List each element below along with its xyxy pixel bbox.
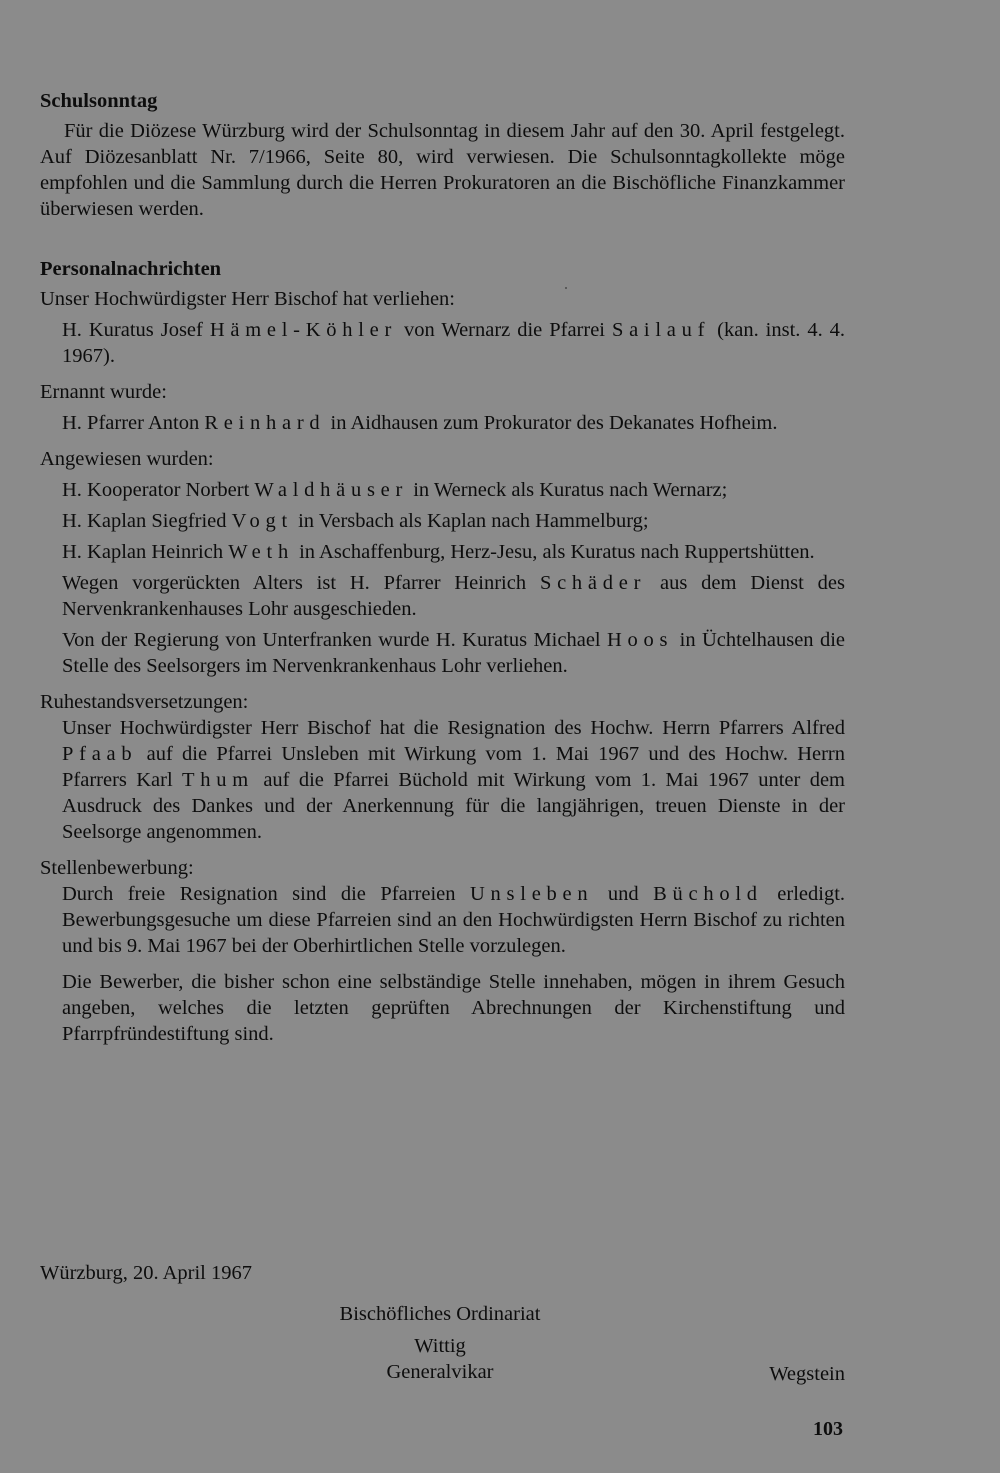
signer-name: Wittig (414, 1335, 466, 1357)
entry-text: in Werneck als Kuratus nach Wernarz; (413, 479, 728, 501)
person-name: Thum (182, 769, 254, 791)
entry-text: H. Kaplan Heinrich (62, 541, 224, 563)
parish-name: Büchold (653, 883, 763, 905)
person-name: Hämel-Köhler (209, 319, 398, 341)
section-heading-personalnachrichten: Personalnachrichten (40, 258, 222, 280)
person-name: Hoos (607, 629, 674, 651)
schulsonntag-paragraph: Für die Diözese Würzburg wird der Schulsonntag in diesem Jahr auf den 30. April festgelegt. Auf Diözesanblatt Nr. 7/1966, Seite 80, wird verwiesen. Die Schulsonntagkollekte möge empfohlen und die Sammlung durch die Herren Prokuratoren an die Bischöfliche Finanzkammer überwiesen werden. (40, 120, 845, 220)
entry-text: Wegen vorgerückten Alters ist H. Pfarrer Heinrich (62, 572, 527, 594)
entry-text: Unser Hochwürdigster Herr Bischof hat die Resignation des Hochw. Herrn Pfarrers Alfred (62, 717, 845, 739)
entry-text: H. Kooperator Norbert (62, 479, 250, 501)
angewiesen-entry (40, 539, 845, 565)
person-name: Vogt (231, 510, 293, 532)
ruhestand-label: Ruhestandsversetzungen: (40, 691, 249, 713)
ernannt-label: Ernannt wurde: (40, 381, 167, 403)
entry-text: (kan. inst. 4. 4. 1967). (62, 319, 846, 367)
alters-entry (40, 570, 845, 622)
entry-text: und (607, 883, 639, 905)
person-name: Weth (228, 541, 294, 563)
entry-text: von Wernarz die Pfarrei (404, 319, 605, 341)
date-line: Würzburg, 20. April 1967 (40, 1262, 252, 1284)
person-name: Waldhäuser (254, 479, 409, 501)
page-number: 103 (813, 1418, 843, 1440)
entry-text: Durch freie Resignation sind die Pfarreien (62, 883, 456, 905)
person-name: Reinhard (204, 412, 326, 434)
angewiesen-entry (40, 508, 845, 534)
person-name: Schäder (539, 572, 647, 594)
parish-name: Sailauf (611, 319, 711, 341)
entry-text: erledigt. Bewerbungsgesuche um diese Pfarreien sind an den Hochwürdigsten Herrn Bischof zu richten und bis 9. Mai 1967 bei der Oberhirtlichen Stelle vorzulegen. (62, 883, 846, 957)
entry-text: in Üchtelhausen die Stelle des Seelsorgers im Nervenkrankenhaus Lohr verliehen. (62, 629, 845, 677)
entry-text: in Aidhausen zum Prokurator des Dekanates Hofheim. (330, 412, 778, 434)
entry-text: in Versbach als Kaplan nach Hammelburg; (298, 510, 649, 532)
person-name: Pfaab (62, 743, 138, 765)
scan-speck (565, 287, 567, 289)
bewerbung-entry (40, 881, 845, 959)
verliehen-label: Unser Hochwürdigster Herr Bischof hat verliehen: (40, 288, 455, 310)
angewiesen-entry (40, 477, 845, 503)
bewerbung-label: Stellenbewerbung: (40, 857, 194, 879)
entry-text: aus dem Dienst des Nervenkrankenhauses Lohr ausgeschieden. (62, 572, 845, 620)
entry-text: in Aschaffenburg, Herz-Jesu, als Kuratus nach Ruppertshütten. (299, 541, 815, 563)
entry-text: auf die Pfarrei Unsleben mit Wirkung vom 1. Mai 1967 und des Hochw. Herrn Pfarrers Karl (62, 743, 845, 791)
signer-title: Generalvikar (386, 1361, 494, 1383)
document-page (40, 88, 845, 1047)
ernannt-entry (40, 410, 845, 436)
entry-text: H. Kaplan Siegfried (62, 510, 227, 532)
parish-name: Unsleben (470, 883, 594, 905)
regierung-entry (40, 627, 845, 679)
entry-text: auf die Pfarrei Büchold mit Wirkung vom 1. Mai 1967 unter dem Ausdruck des Dankes und der Anerkennung für die langjährigen, treuen Dienste in der Seelsorge angenommen. (62, 769, 845, 843)
verliehen-entry (40, 317, 845, 369)
angewiesen-label: Angewiesen wurden: (40, 448, 214, 470)
office-name: Bischöfliches Ordinariat (339, 1303, 541, 1325)
entry-text: H. Pfarrer Anton (62, 412, 200, 434)
section-heading-schulsonntag: Schulsonntag (40, 90, 158, 112)
bewerbung-note: Die Bewerber, die bisher schon eine selbständige Stelle innehaben, mögen in ihrem Gesuch angeben, welches die letzten geprüften Abrechnungen der Kirchenstiftung und Pfarrpfründestiftung sind. (62, 971, 845, 1045)
ruhestand-entry (40, 715, 845, 845)
second-signer-name: Wegstein (769, 1363, 845, 1385)
entry-text: H. Kuratus Josef (62, 319, 203, 341)
entry-text: Von der Regierung von Unterfranken wurde H. Kuratus Michael (62, 629, 601, 651)
